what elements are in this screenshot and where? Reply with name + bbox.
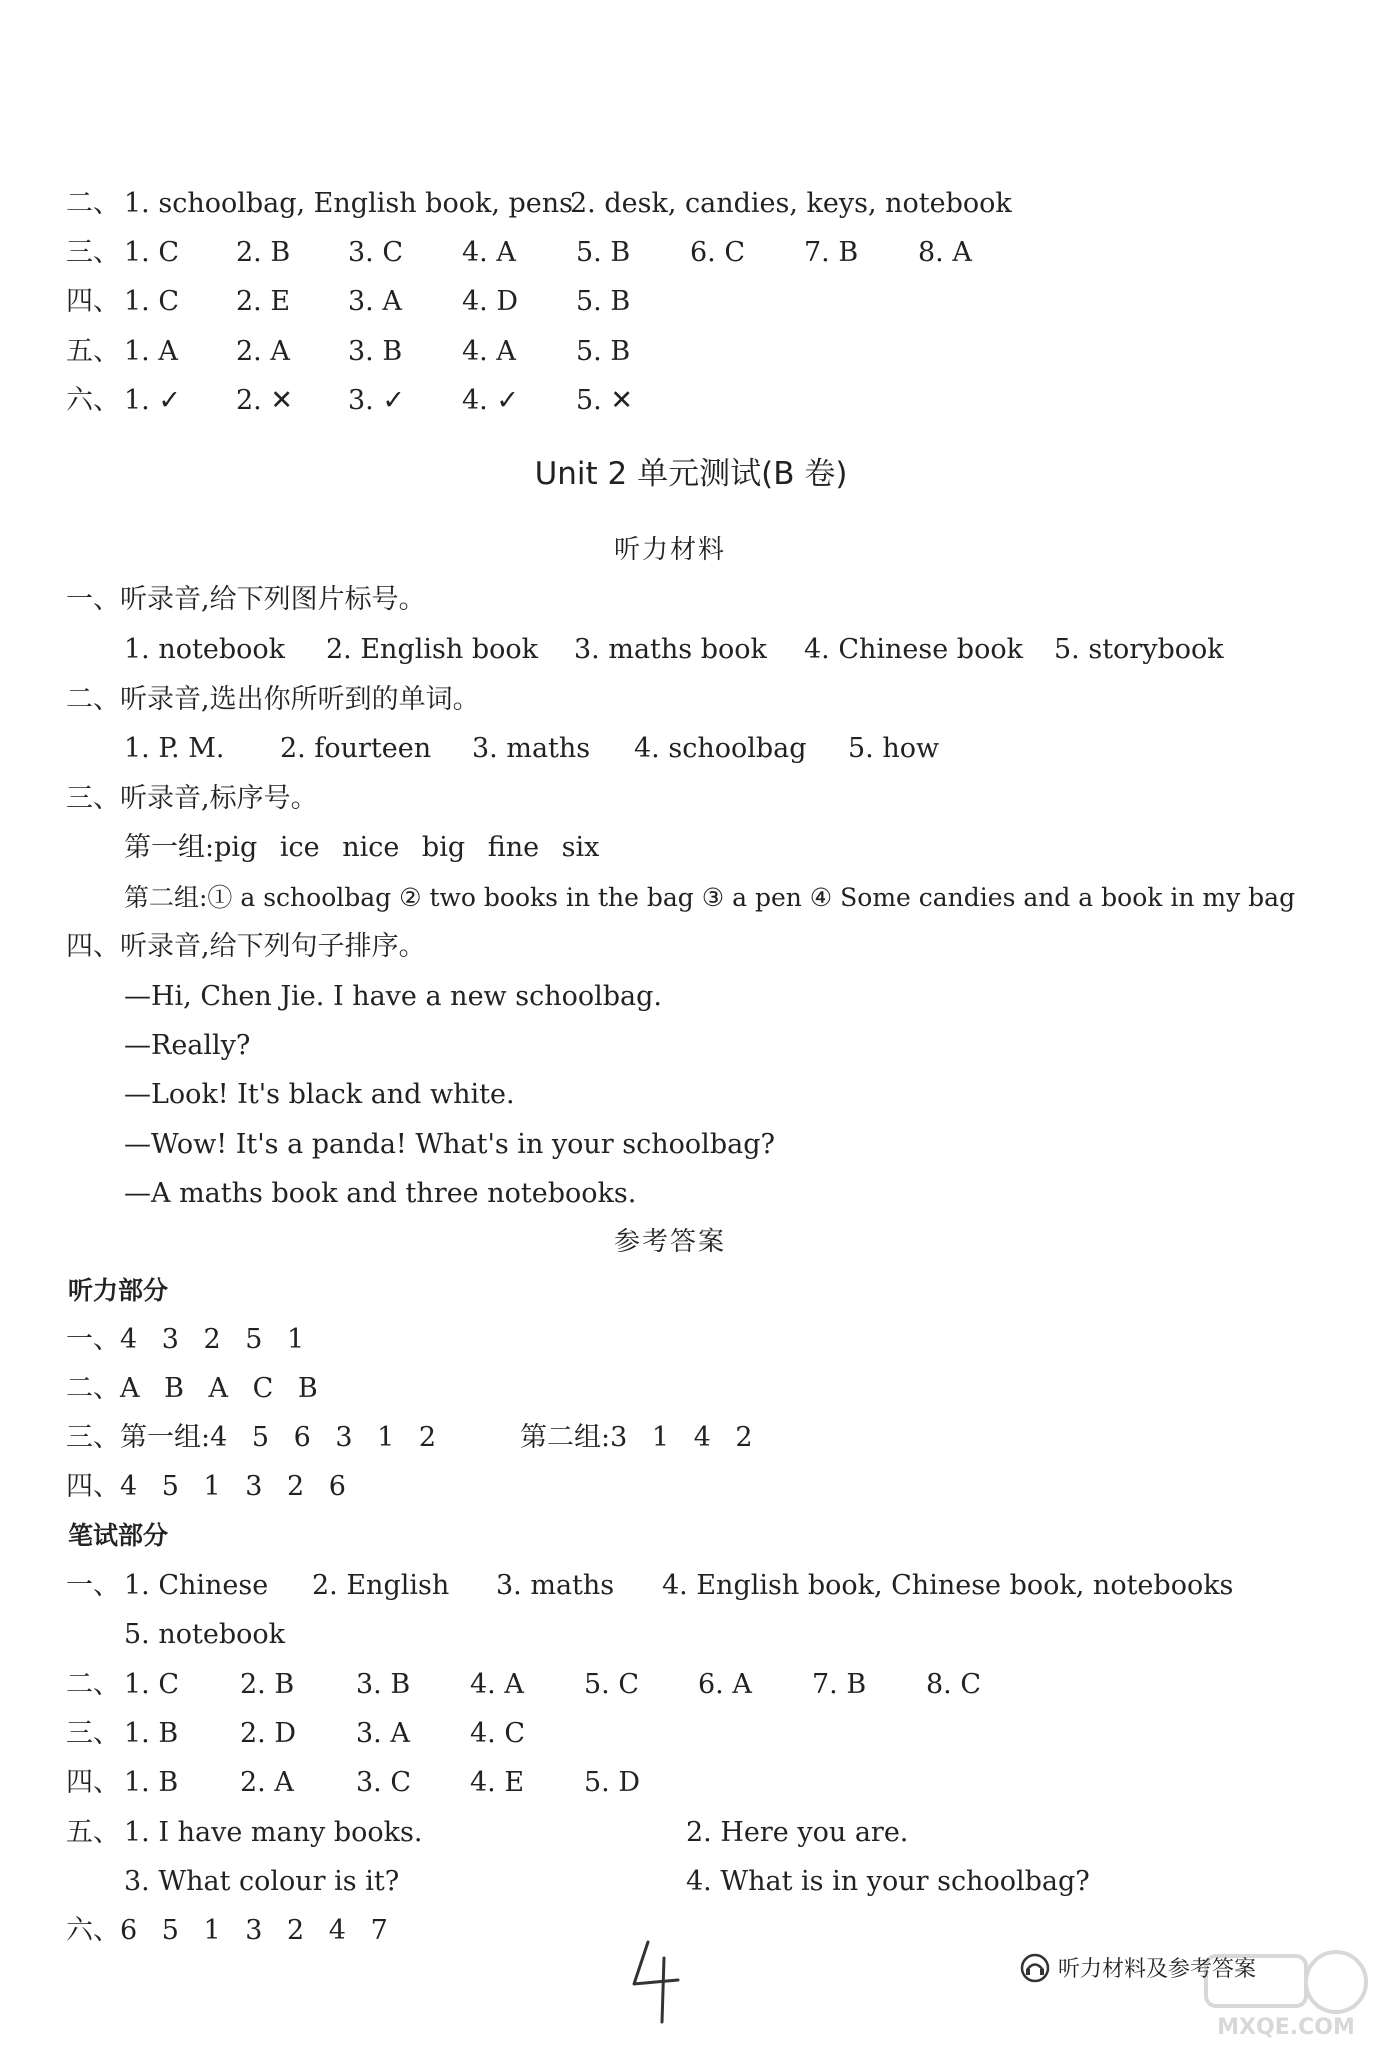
written-part-heading: 笔试部分 — [68, 1521, 169, 1550]
dialogue-line: —Really? — [124, 1030, 251, 1061]
written-answer-2: 二、 1. C 2. B 3. B 4. A 5. C 6. A 7. B 8. C — [66, 1669, 982, 1700]
dialogue-line: —Hi, Chen Jie. I have a new schoolbag. — [124, 981, 662, 1012]
prev-row-5: 五、 1. A 2. A 3. B 4. A 5. B — [66, 336, 631, 367]
written-answer-4: 四、 1. B 2. A 3. C 4. E 5. D — [66, 1767, 640, 1798]
written-answer-1: 一、 1. Chinese 2. English 3. maths 4. English book, Chinese book, notebooks — [66, 1570, 1234, 1601]
watermark-logo-icon — [1196, 1942, 1376, 2042]
answer-page: 二、 1. schoolbag, English book, pens 2. desk, candies, keys, notebook 三、 1. C 2. B 3. C 4. A 5. B 6. C 7. B 8. A 四、 1. C 2. E 3. A 4. D 5. B 五、 1. A 2. A 3. B 4. A 5. B 六、 1. ✓ 2. ✕ 3. ✓ 4. ✓ 5. ✕ Unit 2 单元测试(B 卷) 听力材料 一、听录音,给下列图片标号。 1. notebook 2. English book 3. maths book 4. Chinese book 5. storybook 二、听录音,选出你所听到的单词。 1. P. M. 2. fourteen 3. maths 4. schoolbag 5. how 三、听录音,标序号。 第一组:pig ice nice big fine six 第二组:① a schoolbag ② two books in the bag ③ a pen ④ Some candies and a book in my bag 四、听录音,给下列句子排序。 —Hi, Chen Jie. I have a new schoolbag. —Really? —Look! It's black and white. —Wow! It's a panda! What's in your schoolbag? —A maths book and three notebooks. 参考答案 听力部分 一、4 3 2 5 1 二、A B A C B 三、第一组:4 5 6 3 1 2 第二组:3 1 4 2 四、4 5 1 3 2 6 笔试部分 一、 1. Chinese 2. English 3. maths 4. English book, Chinese book, notebooks 5. notebook 二、 1. C 2. B 3. B 4. A 5. C 6. A 7. B 8. C 三、 1. B 2. D 3. A 4. C 四、 1. B 2. A 3. C 4. E 5. D 五、 1. I have many books. 2. Here you are. 3. What colour is it? 4. What is in your schoolbag? 六、6 5 1 3 2 4 7 听力材料及参考答案 MXQE.COM — [0, 0, 1382, 2046]
listening-heading: 听力材料 — [613, 535, 726, 565]
unit-title: Unit 2 单元测试(B 卷) — [534, 456, 848, 492]
listening-part-heading: 听力部分 — [68, 1276, 169, 1305]
listening-q3-group2: 第二组:① a schoolbag ② two books in the bag ③ a pen ④ Some candies and a book in my bag — [124, 883, 1296, 912]
prev-row-6: 六、 1. ✓ 2. ✕ 3. ✓ 4. ✓ 5. ✕ — [66, 385, 633, 416]
svg-text:MXQE.COM: MXQE.COM — [1217, 2015, 1355, 2040]
handwritten-page-number-icon — [626, 1936, 686, 2026]
written-answer-5: 五、 1. I have many books. 2. Here you are. — [66, 1817, 909, 1848]
written-answer-6: 六、6 5 1 3 2 4 7 — [66, 1915, 388, 1946]
written-answer-3: 三、 1. B 2. D 3. A 4. C — [66, 1718, 526, 1749]
dialogue-line: —Look! It's black and white. — [124, 1079, 515, 1110]
prev-row-4: 四、 1. C 2. E 3. A 4. D 5. B — [66, 286, 631, 317]
dialogue-line: —A maths book and three notebooks. — [124, 1178, 637, 1209]
answers-heading: 参考答案 — [613, 1227, 726, 1257]
listening-q3-group1: 第一组:pig ice nice big fine six — [124, 832, 600, 863]
written-answer-1-cont: 5. notebook — [124, 1619, 285, 1650]
watermark — [1196, 1942, 1376, 2046]
dialogue-line: —Wow! It's a panda! What's in your schoolbag? — [124, 1129, 775, 1160]
headphone-logo-icon — [1020, 1953, 1050, 1983]
listening-answer-2: 二、A B A C B — [66, 1373, 318, 1404]
listening-answer-4: 四、4 5 1 3 2 6 — [66, 1471, 346, 1502]
listening-q3: 三、听录音,标序号。 — [66, 783, 318, 814]
footer-label: 听力材料及参考答案 — [1020, 1950, 1256, 1990]
listening-q4: 四、听录音,给下列句子排序。 — [66, 931, 426, 962]
prev-row-3: 三、 1. C 2. B 3. C 4. A 5. B 6. C 7. B 8. A — [66, 237, 972, 268]
listening-answer-1: 一、4 3 2 5 1 — [66, 1324, 305, 1355]
prev-row-2: 二、 1. schoolbag, English book, pens 2. desk, candies, keys, notebook — [66, 188, 1012, 219]
page-number — [626, 1936, 686, 2030]
listening-answer-3: 三、第一组:4 5 6 3 1 2 第二组:3 1 4 2 — [66, 1422, 753, 1453]
listening-q1: 一、听录音,给下列图片标号。 — [66, 584, 426, 615]
listening-q2: 二、听录音,选出你所听到的单词。 — [66, 684, 480, 715]
